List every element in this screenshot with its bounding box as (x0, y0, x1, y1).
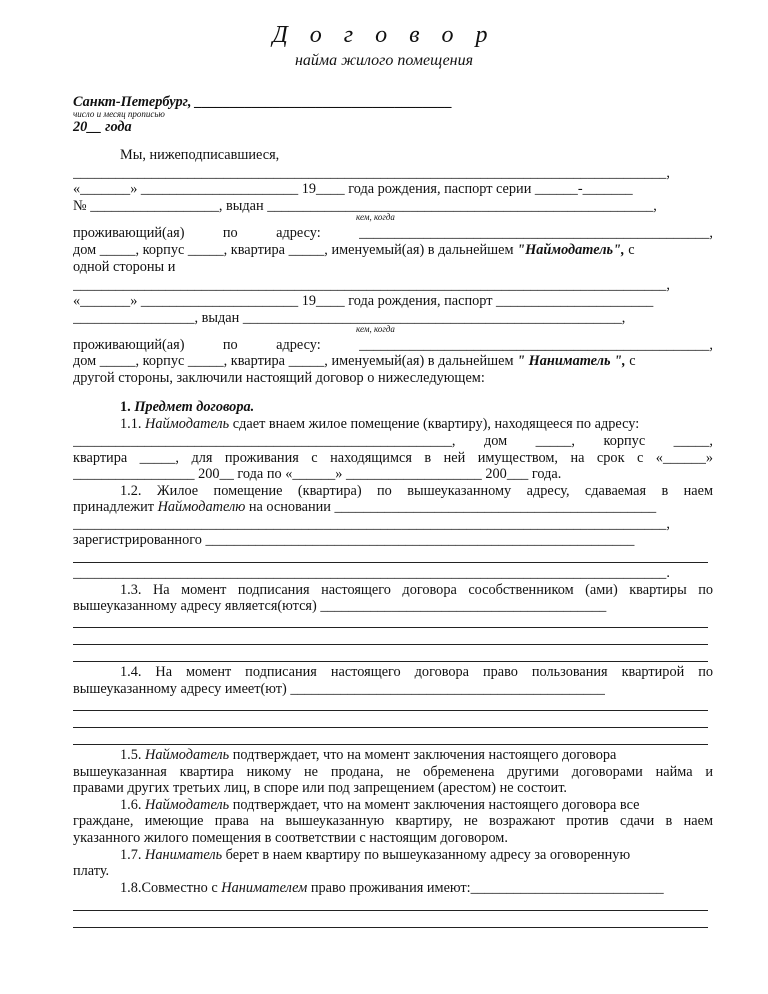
intro-line: Мы, нижеподписавшиеся, (120, 147, 280, 163)
clause-1-6-number: 1.6. (120, 797, 142, 813)
clause-1-1-landlord: Наймодатель (145, 416, 230, 432)
document-title: Д о г о в о р (272, 22, 496, 48)
clause-1-6-line-2: граждане, имеющие права на вышеуказанную квартиру, не возражают против сдачи в наем (73, 813, 713, 829)
clause-1-1-address: _____________________________________________________, дом _____, корпус _____, (73, 433, 713, 449)
clause-1-2-landlord: Наймодателю (157, 499, 246, 515)
clause-1-2-basis (73, 498, 713, 516)
section-1-number: 1. (120, 399, 131, 415)
party2-address-line: проживающий(ая) по адресу: _________________________________________________, (73, 337, 713, 353)
clause-1-5-number: 1.5. (120, 747, 142, 763)
clause-1-2-basis-text: на основании _____________________________________________ (248, 499, 657, 515)
blank-line (73, 927, 708, 928)
clause-1-7-tenant: Наниматель (145, 847, 223, 863)
party1-birth-line: «_______» ______________________ 19____ года рождения, паспорт серии ______-_______ (73, 181, 633, 197)
clause-1-5-line (120, 746, 713, 764)
clause-1-4-line: 1.4. На момент подписания настоящего договора право пользования квартирой по (120, 664, 713, 680)
clause-1-2-registered: зарегистрированного ____________________________________________________________ (73, 532, 635, 548)
section-1-heading (120, 398, 680, 416)
clause-1-4-users: вышеуказанному адресу имеет(ют) ____________________________________________ (73, 681, 605, 697)
clause-1-2-owns: принадлежит (73, 499, 154, 515)
party1-side-line: одной стороны и (73, 259, 176, 275)
clause-1-1-text: сдает внаем жилое помещение (квартиру), находящееся по адресу: (232, 416, 640, 432)
clause-1-1-dates: _________________ 200__ года по «______» ___________________ 200___ года. (73, 466, 562, 482)
party1-house-text: дом _____, корпус _____, квартира _____, именуемый(ая) в дальнейшем (73, 242, 514, 258)
clause-1-8-line (120, 879, 713, 897)
clause-1-7-text: берет в наем квартиру по вышеуказанному адресу за оговоренную (225, 847, 631, 863)
clause-1-1-number: 1.1. (120, 416, 142, 432)
party1-name-line: ___________________________________________________________________________________, (73, 165, 670, 181)
party2-house-text: дом _____, корпус _____, квартира _____, именуемый(ая) в дальнейшем (73, 353, 514, 369)
blank-line (73, 744, 708, 745)
clause-1-2-line: 1.2. Жилое помещение (квартира) по вышеуказанному адресу, сдаваемая в наем (120, 483, 713, 499)
party2-side-line: другой стороны, заключили настоящий договор о нижеследующем: (73, 370, 485, 386)
party1-address-line: проживающий(ая) по адресу: _________________________________________________, (73, 225, 713, 241)
year-line: 20__ года (73, 119, 132, 135)
clause-1-3-line: 1.3. На момент подписания настоящего договора сособственником (ами) квартиры по (120, 582, 713, 598)
party1-house-line (73, 241, 713, 259)
document-subtitle: найма жилого помещения (294, 52, 474, 69)
clause-1-5-landlord: Наймодатель (145, 747, 230, 763)
clause-1-8-text: право проживания имеют:___________________________ (310, 880, 664, 896)
clause-1-6-text: подтверждает, что на момент заключения настоящего договора все (232, 797, 640, 813)
party2-passport-line: _________________, выдан _____________________________________________________, (73, 310, 626, 326)
tenant-label: " Наниматель ", (517, 353, 626, 369)
clause-1-8-start: 1.8.Совместно с (120, 880, 218, 896)
party1-house-tail: с (628, 242, 635, 258)
clause-1-7-number: 1.7. (120, 847, 142, 863)
clause-1-6-line-3: указанного жилого помещения в соответствии с настоящим договором. (73, 830, 508, 846)
clause-1-5-line-3: правами других третьих лиц, в споре или под запрещением (арестом) не состоит. (73, 780, 567, 796)
blank-line (73, 727, 708, 728)
issuer-hint-2: кем, когда (356, 324, 395, 334)
section-1-title: Предмет договора. (134, 399, 255, 415)
clause-1-2-blank: ___________________________________________________________________________________, (73, 516, 670, 532)
clause-1-3-owners: вышеуказанному адресу является(ются) ________________________________________ (73, 598, 607, 614)
date-hint: число и месяц прописью (73, 109, 165, 119)
blank-line (73, 562, 708, 563)
clause-1-8-tenant: Нанимателем (221, 880, 308, 896)
clause-1-6-landlord: Наймодатель (145, 797, 230, 813)
party2-name-line: ___________________________________________________________________________________, (73, 277, 670, 293)
party2-house-line (73, 352, 713, 370)
place-date-line: Санкт-Петербург, ____________________________________ (73, 94, 453, 110)
blank-line (73, 627, 708, 628)
blank-line (73, 710, 708, 711)
party2-birth-line: «_______» ______________________ 19____ года рождения, паспорт ______________________ (73, 293, 654, 309)
clause-1-5-line-2: вышеуказанная квартира никому не продана, не обременена другими договорами найма и (73, 764, 713, 780)
blank-line (73, 644, 708, 645)
clause-1-2-blank-end: ___________________________________________________________________________________. (73, 565, 670, 581)
clause-1-1-line (120, 415, 713, 433)
party1-passport-line: № __________________, выдан ______________________________________________________, (73, 198, 657, 214)
blank-line (73, 661, 708, 662)
party2-house-tail: с (629, 353, 636, 369)
landlord-label: "Наймодатель", (517, 242, 625, 258)
blank-line (73, 910, 708, 911)
issuer-hint-1: кем, когда (356, 212, 395, 222)
clause-1-5-text: подтверждает, что на момент заключения настоящего договора (232, 747, 617, 763)
clause-1-7-line-2: плату. (73, 863, 110, 879)
clause-1-1-term: квартира _____, для проживания с находящимся в ней имуществом, на срок с «______» (73, 450, 713, 466)
